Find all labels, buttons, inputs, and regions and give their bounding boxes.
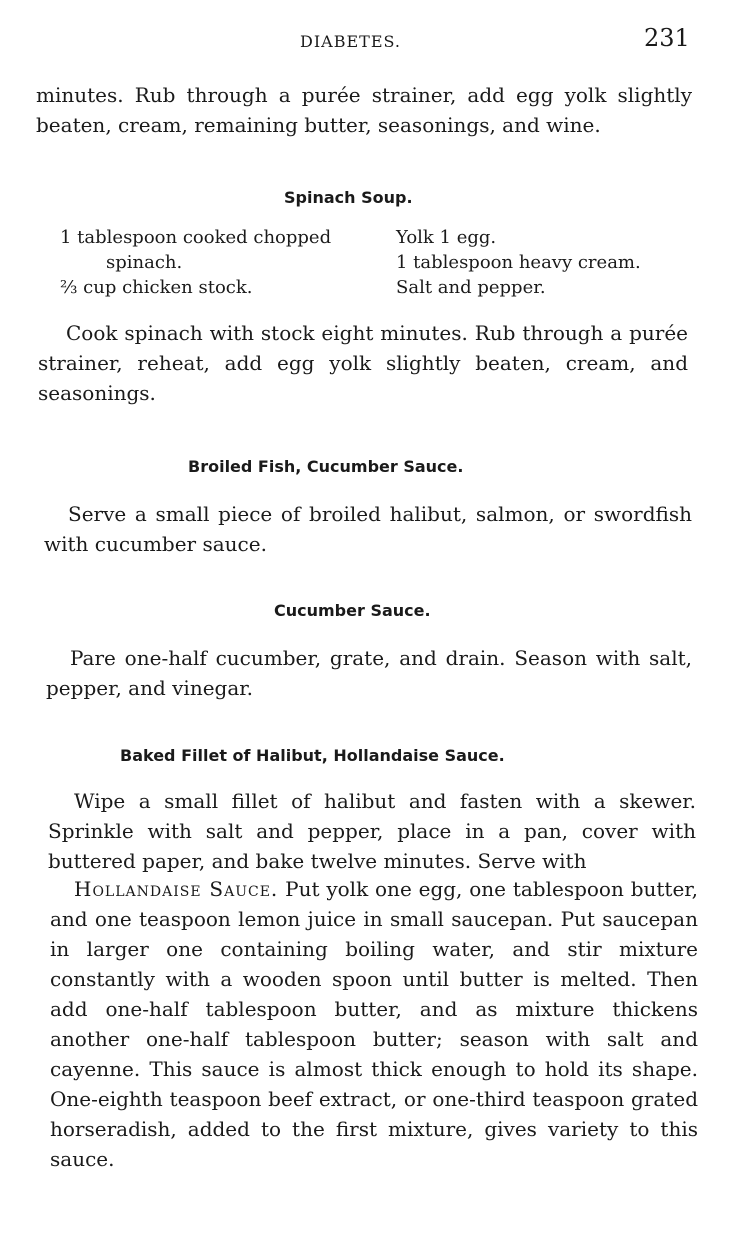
cucumber-sauce-directions: Pare one-half cucumber, grate, and drain. Season with salt, pepper, and vinegar. <box>46 646 692 700</box>
ingredient-continued: spinach. <box>106 252 183 273</box>
broiled-fish-directions: Serve a small piece of broiled halibut, salmon, or swordfish with cucumber sauce. <box>44 502 692 556</box>
spinach-ingredients-left <box>60 225 331 300</box>
baked-fillet-directions: Wipe a small fillet of halibut and fasten with a skewer. Sprinkle with salt and pepper, place in a pan, cover with buttered paper, and bake twelve minutes. Serve with <box>48 789 696 873</box>
hollandaise-paragraph <box>50 874 698 1174</box>
hollandaise-text: Put yolk one egg, one tablespoon butter, and one teaspoon lemon juice in small saucepan. Put saucepan in larger one containing boiling water, and stir mixture constantly with a wooden spoon until butter is melted. Then add one-half tablespoon butter, and as mixture thickens another one-half tablespoon butter; season with salt and cayenne. This sauce is almost thick enough to hold its shape. One-eighth teaspoon beef extract, or one-third teaspoon grated horseradish, added to the first mixture, gives variety to this sauce. <box>50 877 699 1171</box>
ingredient: 1 tablespoon cooked chopped <box>60 227 332 248</box>
running-header: DIABETES. <box>300 32 401 51</box>
page-number: 231 <box>644 24 690 52</box>
broiled-fish-heading: Broiled Fish, Cucumber Sauce. <box>188 457 464 476</box>
ingredient: ⅔ cup chicken stock. <box>60 277 253 298</box>
spinach-ingredients-right <box>396 225 641 300</box>
ingredient: Salt and pepper. <box>396 277 546 298</box>
spinach-soup-directions: Cook spinach with stock eight minutes. Rub through a purée strainer, reheat, add egg yolk slightly beaten, cream, and seasonings. <box>38 321 688 405</box>
baked-fillet-heading: Baked Fillet of Halibut, Hollandaise Sauce. <box>120 746 505 765</box>
cucumber-sauce-heading: Cucumber Sauce. <box>274 601 431 620</box>
spinach-soup-heading: Spinach Soup. <box>284 188 413 207</box>
ingredient: 1 tablespoon heavy cream. <box>396 252 641 273</box>
hollandaise-label: Hollandaise Sauce. <box>74 877 279 901</box>
ingredient: Yolk 1 egg. <box>396 227 497 248</box>
continuation-paragraph: minutes. Rub through a purée strainer, add egg yolk slightly beaten, cream, remaining butter, seasonings, and wine. <box>36 83 692 137</box>
